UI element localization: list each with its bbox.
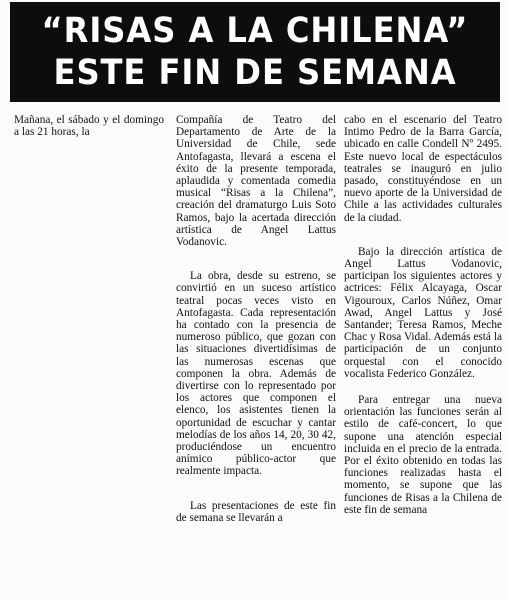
- paragraph: cabo en el escenario del Teatro Intimo Pedro de la Barra García, ubicado en calle Condell Nº 2495. Este nuevo local de espectáculos teatrales se inauguró en julio pasado, constituyéndose en un nuevo aporte de la Universidad de Chile a las actividades culturales de la ciudad.: [344, 114, 502, 224]
- paragraph: Mañana, el sábado y el domingo a las 21 horas, la: [14, 114, 164, 139]
- paragraph: Las presentaciones de este fin de semana se llevarán a: [176, 499, 336, 524]
- headline-banner: [10, 2, 500, 102]
- paragraph: Bajo la dirección artística de Angel Lattus Vodanovic, participan los siguientes actores y actrices: Félix Alcayaga, Oscar Vigouroux, Carlos Núñez, Omar Awad, Angel Lattus y José Santander; Teresa Ramos, Meche Chac y Rosa Vidal. Además está la participación de un conjunto orquestal con el conocido vocalista Federico González.: [344, 245, 502, 380]
- column-1: [14, 114, 164, 138]
- column-3: [344, 114, 502, 516]
- headline-line-2: ESTE FIN DE SEMANA: [53, 53, 457, 93]
- column-2: [176, 114, 336, 524]
- paragraph: Compañía de Teatro del Departamento de Arte de la Universidad de Chile, sede Antofagasta, llevará a escena el éxito de la presente temporada, aplaudida y comentada comedia musical “Risas a la Chilena”, creación del dramaturgo Luis Soto Ramos, bajo la acertada dirección artística de Angel Lattus Vodanovic.: [176, 114, 336, 249]
- paragraph: Para entregar una nueva orientación las funciones serán al estilo de café-concert, lo que supone una atención especial incluida en el precio de la entrada. Por el éxito obtenido en todas las funciones realizadas hasta el momento, se supone que las funciones de Risas a la Chilena de este fin de semana: [344, 394, 502, 516]
- headline-line-1: “RISAS A LA CHILENA”: [41, 11, 469, 51]
- paragraph: La obra, desde su estreno, se convirtió en un suceso artístico teatral pocas veces visto en Antofagasta. Cada representación ha contado con la presencia de numeroso público, que gozan con las situaciones divertidísimas de las numerosas escenas que componen la obra. Además de divertirse con lo representado por los actores que componen el elenco, los asistentes tienen la oportunidad de escuchar y cantar melodías de los años 14, 20, 30 42, produciéndose un encuentro anímico público-actor que realmente impacta.: [176, 270, 336, 478]
